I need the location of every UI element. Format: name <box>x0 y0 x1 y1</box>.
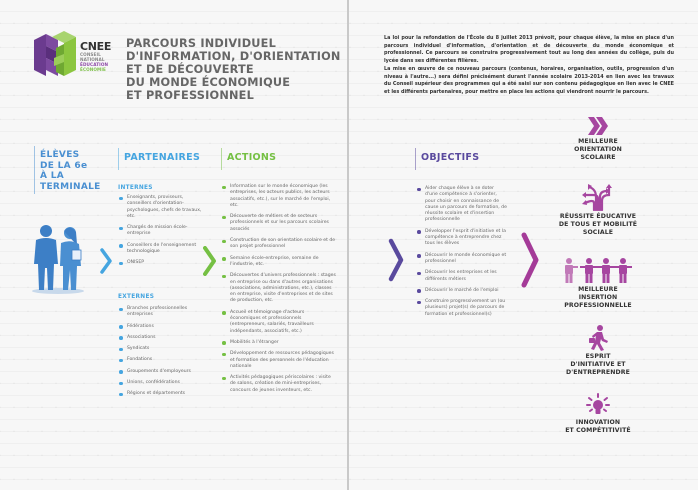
outcome-reussite <box>548 183 648 237</box>
list-item: Syndicats <box>118 346 208 352</box>
students-icon <box>30 222 88 294</box>
partenaires-heading: PARTENAIRES <box>118 152 200 163</box>
intro-paragraph: La mise en œuvre de ce nouveau parcours (contenus, horaires, organisation, outils, progression d'un niveau à l'autre...) sera défini précisément durant l'année scolaire 2013-2014 en lien avec les travaux du Conseil supérieur des programmes qui a été saisi sur son contenu pédagogique en lien avec le CNEE et les différents partenaires, pour mettre en place les actions qui viendront nourrir le parcours. <box>384 65 674 95</box>
outcome-label-line: PROFESSIONNELLE <box>564 302 632 309</box>
list-item: Enseignants, proviseurs, conseillers d'orientation-psychologues, chefs de travaux, etc. <box>118 195 208 220</box>
list-item: Fédérations <box>118 324 208 330</box>
heading-line: TERMINALE <box>40 181 101 192</box>
list-item: Semaine école-entreprise, semaine de l'industrie, etc. <box>221 256 336 269</box>
actions-heading: ACTIONS <box>221 152 276 163</box>
outcome-insertion <box>548 258 648 310</box>
chevron-right-icon <box>100 248 112 274</box>
outcome-label-line: SCOLAIRE <box>580 154 616 161</box>
list-item: ONISEP <box>118 260 208 266</box>
outcome-label-line: MEILLEURE <box>578 286 618 293</box>
intro-paragraph: La loi pour la refondation de l'École du 8 juillet 2013 prévoit, pour chaque élève, la mise en place d'un parcours individuel d'information, d'orientation et de découverte du monde économique et professionnel. Ce parcours se construira progressivement tout au long des années du collège, puis du lycée dans ses différentes filières. <box>384 35 674 65</box>
eleves-heading <box>34 150 101 192</box>
outcome-label-line: D'ENTREPRENDRE <box>566 369 630 376</box>
chevron-right-icon <box>388 238 404 282</box>
logo-line: CONSEIL <box>80 52 101 57</box>
logo-line: ÉCONOMIE <box>80 67 106 72</box>
outcome-label-line: D'INITIATIVE ET <box>570 361 626 368</box>
list-item: Fondations <box>118 357 208 363</box>
list-item: Développer l'esprit d'initiative et la compétence à entreprendre chez tous les élèves <box>416 229 508 248</box>
heading-line: À LA <box>40 171 64 181</box>
externes-list <box>118 306 208 403</box>
lightbulb-icon <box>586 393 610 417</box>
outcome-label-line: ORIENTATION <box>574 146 622 153</box>
list-item: Chargés de mission école-entreprise <box>118 225 208 238</box>
internes-list <box>118 195 208 272</box>
list-item: Information sur le monde économique (les entreprises, les acteurs publics, les acteurs associatifs, etc.), sur le marché de l'emploi, etc. <box>221 184 336 209</box>
logo-name: CNEE <box>80 40 112 53</box>
logo-line: ÉDUCATION <box>80 62 109 67</box>
outcome-label-line: INNOVATION <box>575 419 621 426</box>
double-chevron-icon <box>587 116 609 136</box>
outcome-label-line: ET COMPÉTITIVITÉ <box>565 427 631 434</box>
chevron-right-icon <box>203 246 217 276</box>
list-item: Construction de son orientation scolaire et de son projet professionnel <box>221 238 336 251</box>
list-item: Découvrir le marché de l'emploi <box>416 288 508 294</box>
page-spread-divider <box>347 0 349 490</box>
intro-text <box>384 35 674 97</box>
objectifs-list <box>416 186 508 323</box>
list-item: Groupements d'employeurs <box>118 369 208 375</box>
list-item: Découvrir le monde économique et professionnel <box>416 253 508 266</box>
heading-line: ÉLÈVES <box>40 150 80 160</box>
logo-line: NATIONAL <box>80 57 105 62</box>
list-item: Découvertes d'univers professionnels : stages en entreprise ou dans d'autres organisations (associations, administrations, etc.), classes en entreprise, visite d'entreprises et de sites de production, etc. <box>221 273 336 304</box>
outcome-label-line: ESPRIT <box>585 353 611 360</box>
list-item: Aider chaque élève à se doter d'une compétence à s'orienter, pour choisir en connaissance de cause un parcours de formation, de réussite scolaire et d'insertion professionnelle <box>416 186 508 224</box>
cnee-cube-icon <box>32 30 78 80</box>
list-item: Développement de ressources pédagogiques et formation des personnels de l'éducation nationale <box>221 351 336 370</box>
outcome-esprit <box>548 325 648 377</box>
list-item: Conseillers de l'enseignement technologique <box>118 243 208 256</box>
actions-list <box>221 184 336 399</box>
objectifs-heading: OBJECTIFS <box>415 152 479 163</box>
list-item: Unions, confédérations <box>118 380 208 386</box>
outcome-label-line: DE TOUS ET MOBILITÉ <box>558 221 638 228</box>
people-group-icon <box>562 258 634 284</box>
outcome-label-line: RÉUSSITE ÉDUCATIVE <box>559 213 637 220</box>
title-line: D'INFORMATION, D'ORIENTATION <box>126 50 341 63</box>
cnee-logo <box>32 30 122 80</box>
branching-arrows-icon <box>581 183 615 211</box>
title-line: PARCOURS INDIVIDUEL <box>126 37 276 50</box>
title-line: ET DE DÉCOUVERTE <box>126 63 254 76</box>
internes-label: INTERNES <box>118 185 153 191</box>
list-item: Découvrir les entreprises et les différents métiers <box>416 270 508 283</box>
list-item: Accueil et témoignage d'acteurs économiques et professionnels (entrepreneurs, salariés, travailleurs indépendants, associatifs, etc.) <box>221 310 336 335</box>
list-item: Activités pédagogiques périscolaires : visite de salons, création de mini-entreprises, concours de jeunes inventeurs, etc. <box>221 375 336 394</box>
page-title <box>126 37 346 102</box>
outcome-label-line: SOCIALE <box>582 229 614 236</box>
list-item: Découverte de métiers et de secteurs professionnels et sur les parcours scolaires associés <box>221 214 336 233</box>
list-item: Construire progressivement un (ou plusieurs) projet(s) de parcours de formation et professionnel(s) <box>416 299 508 318</box>
list-item: Mobilités à l'étranger <box>221 340 336 346</box>
list-item: Branches professionnelles entreprises <box>118 306 208 319</box>
outcome-label-line: INSERTION <box>578 294 618 301</box>
externes-label: EXTERNES <box>118 294 155 300</box>
outcome-orientation <box>548 116 648 162</box>
list-item: Régions et départements <box>118 391 208 397</box>
walking-person-briefcase-icon <box>587 325 609 351</box>
heading-line: DE LA 6e <box>40 160 88 171</box>
outcome-label-line: MEILLEURE <box>578 138 618 145</box>
chevron-right-icon <box>520 231 540 289</box>
title-line: DU MONDE ÉCONOMIQUE <box>126 76 291 89</box>
title-line: ET PROFESSIONNEL <box>126 89 254 102</box>
outcome-innovation <box>548 393 648 435</box>
list-item: Associations <box>118 335 208 341</box>
